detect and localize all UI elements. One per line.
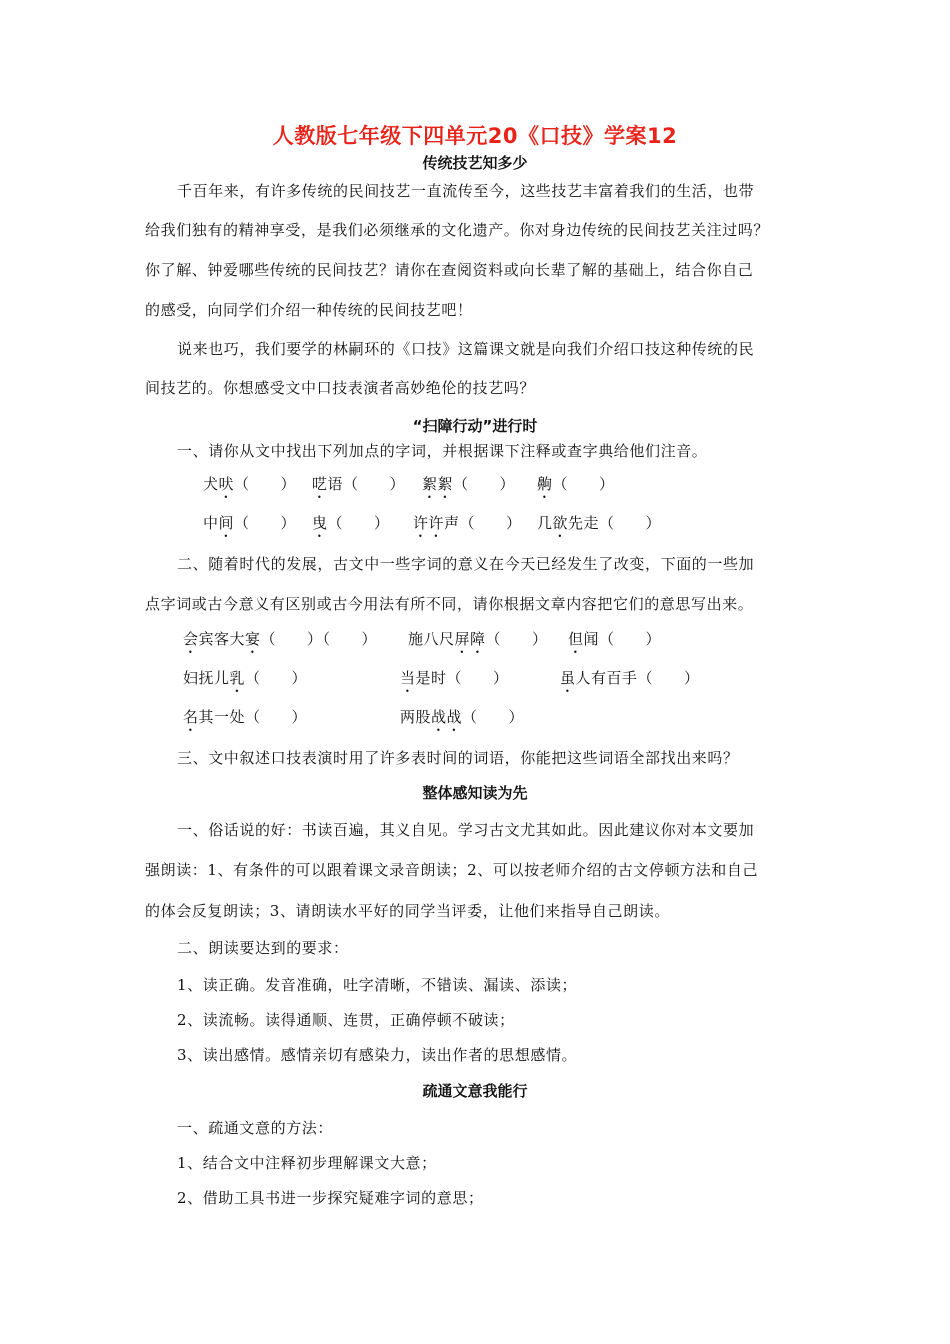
vocab-item: 曳（ ） <box>312 514 390 532</box>
list-item: 2、读流畅。读得通顺、连贯，正确停顿不破读； <box>177 1011 515 1029</box>
section-heading-obstacle-clearing: “扫障行动”进行时 <box>412 417 538 435</box>
paragraph-line: 一、疏通文意的方法： <box>177 1119 334 1137</box>
paragraph-line: 的体会反复朗读；3、请朗读水平好的同学当评委，让他们来指导自己朗读。 <box>145 902 670 920</box>
list-item: 1、结合文中注释初步理解课文大意； <box>177 1154 437 1172</box>
question-2-line: 点字词或古今意义有区别或古今用法有所不同，请你根据文章内容把它们的意思写出来。 <box>145 595 754 613</box>
paragraph-line: 的感受，向同学们介绍一种传统的民间技艺吧！ <box>145 301 473 319</box>
paragraph-line: 说来也巧，我们要学的林嗣环的《口技》这篇课文就是向我们介绍口技这种传统的民 <box>177 340 755 358</box>
section-heading-traditional-arts: 传统技艺知多少 <box>422 154 528 172</box>
question-1: 一、请你从文中找出下列加点的字词，并根据课下注释或查字典给他们注音。 <box>177 442 708 460</box>
list-item: 2、借助工具书进一步探究疑难字词的意思； <box>177 1189 484 1207</box>
list-item: 3、读出感情。感情亲切有感染力，读出作者的思想感情。 <box>177 1046 578 1064</box>
vocab-item: 但闻（ ） <box>568 630 662 648</box>
vocab-item: 施八尺屏障（ ） <box>408 630 548 648</box>
vocab-item: 名其一处（ ） <box>183 708 308 726</box>
question-3: 三、文中叙述口技表演时用了许多表时间的词语，你能把这些词语全部找出来吗？ <box>177 749 739 767</box>
section-heading-understanding-text: 疏通文意我能行 <box>422 1082 528 1100</box>
vocab-item: 会宾客大宴（ ）（ ） <box>183 630 378 648</box>
paragraph-line: 你了解、钟爱哪些传统的民间技艺？请你在查阅资料或向长辈了解的基础上，结合你自己 <box>145 261 754 279</box>
paragraph-line: 间技艺的。你想感受文中口技表演者高妙绝伦的技艺吗？ <box>145 379 536 397</box>
vocab-item: 几欲先走（ ） <box>537 514 662 532</box>
vocab-item: 呓语（ ） <box>312 475 406 493</box>
vocab-item: 许许声（ ） <box>413 514 522 532</box>
paragraph-line: 二、朗读要达到的要求： <box>177 939 349 957</box>
vocab-item: 当是时（ ） <box>400 669 509 687</box>
paragraph-line: 给我们独有的精神享受，是我们必须继承的文化遗产。你对身边传统的民间技艺关注过吗？ <box>145 221 770 239</box>
vocab-item: 犬吠（ ） <box>203 475 297 493</box>
vocab-item: 虽人有百手（ ） <box>560 669 700 687</box>
vocab-item: 两股战战（ ） <box>400 708 525 726</box>
vocab-item: 齁（ ） <box>537 475 615 493</box>
vocab-item: 中间（ ） <box>203 514 297 532</box>
question-2-line: 二、随着时代的发展，古文中一些字词的意义在今天已经发生了改变，下面的一些加 <box>177 555 755 573</box>
paragraph-line: 千百年来，有许多传统的民间技艺一直流传至今，这些技艺丰富着我们的生活，也带 <box>177 182 755 200</box>
vocab-item: 妇抚儿乳（ ） <box>183 669 308 687</box>
paragraph-line: 一、俗话说的好：书读百遍，其义自见。学习古文尤其如此。因此建议你对本文要加 <box>177 821 755 839</box>
paragraph-line: 强朗读：1、有条件的可以跟着课文录音朗读；2、可以按老师介绍的古文停顿方法和自己 <box>145 861 759 879</box>
document-title: 人教版七年级下四单元20《口技》学案12 <box>272 124 678 148</box>
vocab-item: 絮絮（ ） <box>422 475 516 493</box>
list-item: 1、读正确。发音准确，吐字清晰，不错读、漏读、添读； <box>177 976 578 994</box>
section-heading-overall-reading: 整体感知读为先 <box>422 784 528 802</box>
